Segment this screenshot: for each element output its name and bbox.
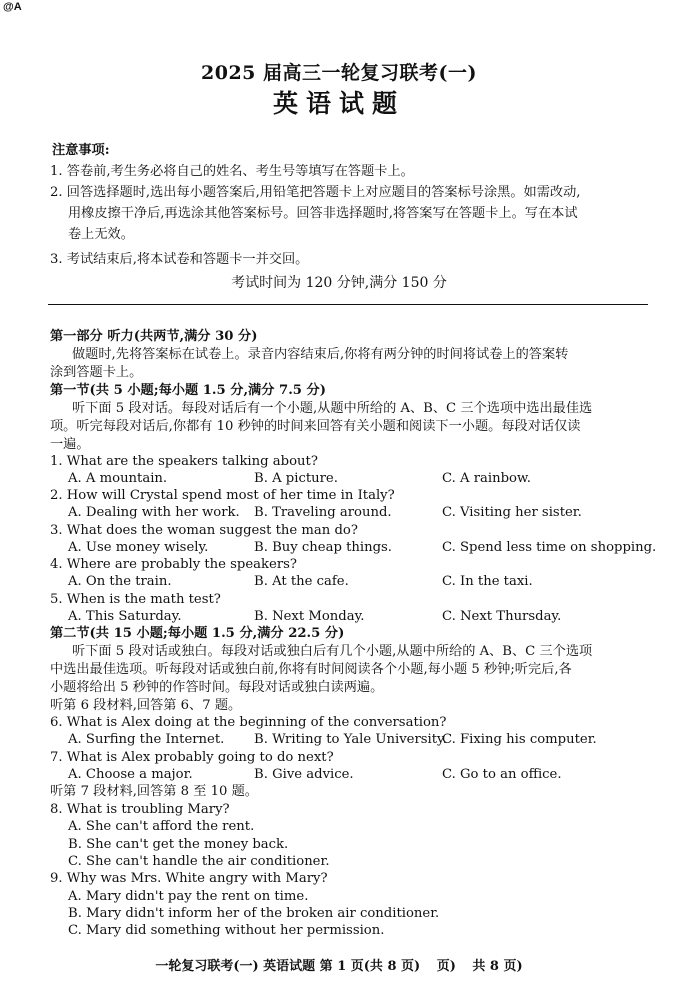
section1-instruction-line1: 听下面 5 段对话。每段对话后有一个小题,从题中所给的 A、B、C 三个选项中选出最佳选 [72,401,593,416]
question-9-option-c: C. Mary did something without her permission. [68,923,385,938]
exam-title: 2025 届高三一轮复习联考(一) [201,62,477,84]
material-7-note: 听第 7 段材料,回答第 8 至 10 题。 [50,784,258,799]
divider-line [48,304,648,305]
notice-heading: 注意事项: [52,143,110,158]
question-5-stem: 5. When is the math test? [50,592,221,607]
question-6-option-b: B. Writing to Yale University. [254,732,447,747]
question-1-option-a: A. A mountain. [68,471,168,486]
notice-item-2: 2. 回答选择题时,选出每小题答案后,用铅笔把答题卡上对应题目的答案标号涂黑。如需改动, [50,185,581,200]
section1-heading: 第一节(共 5 小题;每小题 1.5 分,满分 7.5 分) [50,383,326,398]
section2-instruction-line3: 小题将给出 5 秒钟的作答时间。每段对话或独白读两遍。 [50,680,384,695]
question-5-option-a: A. This Saturday. [68,609,182,624]
page-footer [0,955,678,974]
part1-intro-line2: 涂到答题卡上。 [50,365,143,380]
question-7-option-b: B. Give advice. [254,767,354,782]
question-2-option-c: C. Visiting her sister. [442,505,582,520]
question-2-stem: 2. How will Crystal spend most of her time in Italy? [50,488,395,503]
question-2-option-a: A. Dealing with her work. [68,505,240,520]
question-4-option-c: C. In the taxi. [442,574,533,589]
question-6-option-a: A. Surfing the Internet. [68,732,225,747]
footer-page-info: 一轮复习联考(一) 英语试题 第 1 页(共 8 页) [155,959,421,974]
footer-total-pages: 共 8 页) [472,959,523,974]
corner-mark: @A [3,1,22,13]
question-3-option-b: B. Buy cheap things. [254,540,392,555]
question-8-stem: 8. What is troubling Mary? [50,802,230,817]
section2-instruction-line2: 中选出最佳选项。听每段对话或独白前,你将有时间阅读各个小题,每小题 5 秒钟;听完后,各 [50,662,572,677]
question-4-option-a: A. On the train. [68,574,172,589]
question-9-option-b: B. Mary didn't inform her of the broken air conditioner. [68,906,440,921]
question-9-stem: 9. Why was Mrs. White angry with Mary? [50,871,328,886]
footer-mid-fragment: 页) [436,959,456,974]
section1-instruction-line2: 项。听完每段对话后,你都有 10 秒钟的时间来回答有关小题和阅读下一小题。每段对话仅读 [50,419,581,434]
question-7-option-a: A. Choose a major. [68,767,193,782]
section2-heading: 第二节(共 15 小题;每小题 1.5 分,满分 22.5 分) [50,626,345,641]
question-7-option-c: C. Go to an office. [442,767,562,782]
question-1-option-c: C. A rainbow. [442,471,531,486]
question-1-stem: 1. What are the speakers talking about? [50,454,318,469]
subject-title: 英语试题 [272,89,405,118]
question-6-option-c: C. Fixing his computer. [442,732,597,747]
question-3-stem: 3. What does the woman suggest the man do? [50,523,358,538]
question-7-stem: 7. What is Alex probably going to do next? [50,750,334,765]
question-2-option-b: B. Traveling around. [254,505,392,520]
question-8-option-b: B. She can't get the money back. [68,837,289,852]
material-6-note: 听第 6 段材料,回答第 6、7 题。 [50,698,242,713]
question-8-option-a: A. She can't afford the rent. [68,819,255,834]
section1-instruction-line3: 一遍。 [50,437,90,452]
notice-item-2-end: 卷上无效。 [68,227,134,242]
part1-intro-line1: 做题时,先将答案标在试卷上。录音内容结束后,你将有两分钟的时间将试卷上的答案转 [72,347,569,362]
question-3-option-a: A. Use money wisely. [68,540,209,555]
exam-time-info: 考试时间为 120 分钟,满分 150 分 [231,275,447,291]
section2-instruction-line1: 听下面 5 段对话或独白。每段对话或独白后有几个小题,从题中所给的 A、B、C 三个选项 [72,644,593,659]
part1-heading: 第一部分 听力(共两节,满分 30 分) [50,329,258,344]
question-8-option-c: C. She can't handle the air conditioner. [68,854,330,869]
question-5-option-b: B. Next Monday. [254,609,365,624]
question-9-option-a: A. Mary didn't pay the rent on time. [68,889,309,904]
question-3-option-c: C. Spend less time on shopping. [442,540,657,555]
question-4-stem: 4. Where are probably the speakers? [50,557,297,572]
notice-item-1: 1. 答卷前,考生务必将自己的姓名、考生号等填写在答题卡上。 [50,164,414,179]
question-6-stem: 6. What is Alex doing at the beginning of the conversation? [50,715,447,730]
notice-item-2-cont: 用橡皮擦干净后,再选涂其他答案标号。回答非选择题时,将答案写在答题卡上。写在本试 [68,206,578,221]
question-4-option-b: B. At the cafe. [254,574,349,589]
question-5-option-c: C. Next Thursday. [442,609,562,624]
notice-item-3: 3. 考试结束后,将本试卷和答题卡一并交回。 [50,252,309,267]
question-1-option-b: B. A picture. [254,471,338,486]
